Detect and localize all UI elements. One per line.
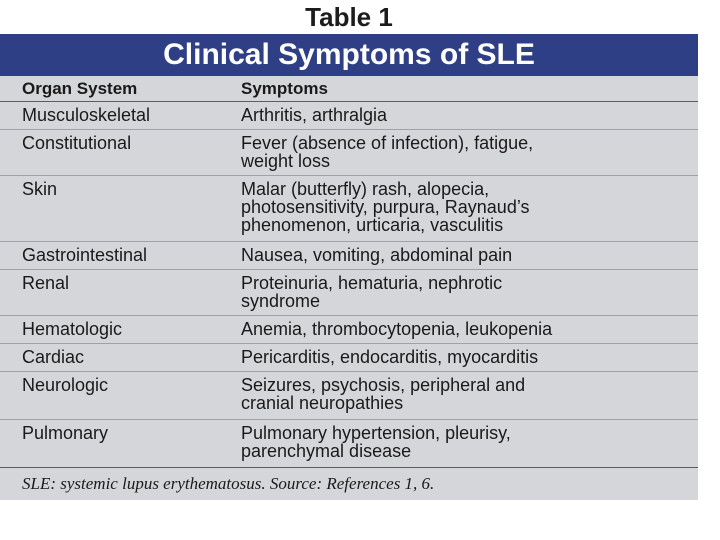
organ-cell: Gastrointestinal [22,245,148,265]
organ-cell: Renal [22,273,70,293]
table-row [0,242,698,270]
table-row [0,270,698,316]
header-symptoms: Symptoms [241,79,328,98]
table-row [0,344,698,372]
symptoms-cell: Pulmonary hypertension, pleurisy, parenchymal disease [241,423,511,461]
symptoms-cell: Pericarditis, endocarditis, myocarditis [241,347,539,367]
table-row [0,130,698,176]
symptoms-cell: Proteinuria, hematuria, nephrotic syndrome [241,273,503,311]
table-row [0,420,698,468]
table-row [0,316,698,344]
symptoms-cell: Seizures, psychosis, peripheral and cranial neuropathies [241,375,526,413]
table-row [0,176,698,242]
organ-cell: Pulmonary [22,423,109,443]
table-row [0,102,698,130]
symptoms-cell: Malar (butterfly) rash, alopecia, photosensitivity, purpura, Raynaud’s phenomenon, urticaria, vasculitis [241,179,530,235]
table-header-row [0,76,698,102]
table-footnote: SLE: systemic lupus erythematosus. Source: References 1, 6. [22,474,435,493]
organ-cell: Constitutional [22,133,132,153]
symptoms-cell: Arthritis, arthralgia [241,105,388,125]
table-row [0,372,698,420]
organ-cell: Hematologic [22,319,123,339]
organ-cell: Skin [22,179,58,199]
organ-cell: Musculoskeletal [22,105,151,125]
table-label: Table 1 [305,2,393,32]
table-body [0,76,698,500]
symptoms-cell: Fever (absence of infection), fatigue, weight loss [241,133,534,171]
symptoms-cell: Nausea, vomiting, abdominal pain [241,245,513,265]
organ-cell: Cardiac [22,347,85,367]
table-title: Clinical Symptoms of SLE [0,34,698,76]
symptoms-cell: Anemia, thrombocytopenia, leukopenia [241,319,553,339]
header-organ-system: Organ System [22,79,138,98]
organ-cell: Neurologic [22,375,109,395]
